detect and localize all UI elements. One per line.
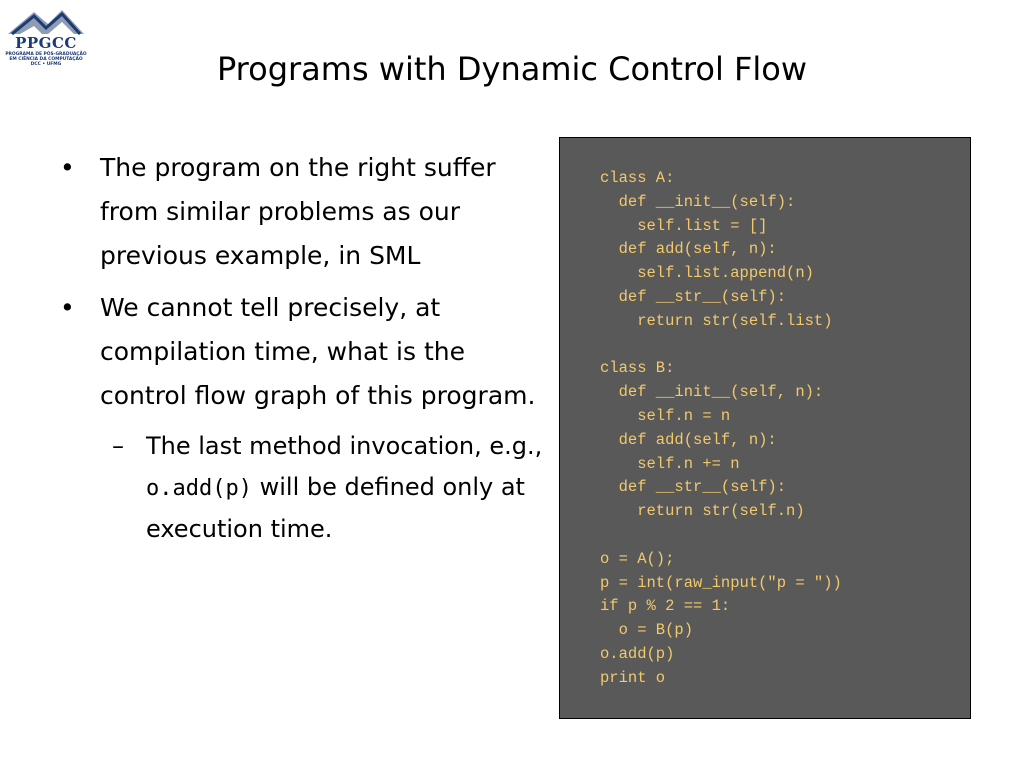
code-line: self.n += n bbox=[600, 454, 740, 473]
bullet-list bbox=[58, 146, 548, 550]
code-line: def add(self, n): bbox=[600, 430, 777, 449]
code-line: def add(self, n): bbox=[600, 240, 777, 259]
code-panel bbox=[559, 137, 971, 719]
code-line bbox=[600, 524, 842, 548]
code-line: o = B(p) bbox=[600, 621, 694, 640]
sub-bullet-item bbox=[58, 426, 548, 550]
code-line: class A: bbox=[600, 169, 675, 187]
code-line: o = A(); bbox=[600, 549, 675, 568]
logo-subtitle-line1: PROGRAMA DE PÓS-GRADUAÇÃO bbox=[5, 52, 87, 57]
code-line: class B: bbox=[600, 359, 675, 378]
sub-bullet-text-before: The last method invocation, e.g., bbox=[146, 432, 543, 460]
logo-roof-icon bbox=[4, 4, 88, 38]
logo-wordmark: PPGCC bbox=[15, 34, 77, 52]
code-line: self.list.append(n) bbox=[600, 264, 814, 283]
code-block bbox=[600, 167, 842, 691]
code-line: def __init__(self, n): bbox=[600, 383, 824, 402]
bullet-dot-icon: • bbox=[60, 293, 75, 322]
code-line: self.n = n bbox=[600, 406, 731, 425]
logo-subtitle-line3: DCC • UFMG bbox=[30, 62, 62, 67]
code-line: self.list = [] bbox=[600, 216, 768, 235]
sub-bullet-text-after: will be defined only at execution time. bbox=[146, 473, 525, 543]
bullet-item bbox=[58, 146, 548, 278]
inline-code: o.add(p) bbox=[146, 476, 252, 501]
code-line: if p % 2 == 1: bbox=[600, 597, 731, 616]
dash-icon: – bbox=[112, 432, 124, 460]
code-line: print o bbox=[600, 668, 666, 687]
slide-title: Programs with Dynamic Control Flow bbox=[216, 50, 808, 88]
bullet-text: The program on the right suffer from similar problems as our previous example, in SML bbox=[100, 153, 496, 270]
code-line: return str(self.n) bbox=[600, 502, 805, 521]
code-line: p = int(raw_input("p = ")) bbox=[600, 573, 842, 592]
code-line: def __init__(self): bbox=[600, 192, 796, 211]
logo-subtitle-line2: EM CIÊNCIA DA COMPUTAÇÃO bbox=[9, 57, 83, 62]
bullet-dot-icon: • bbox=[60, 153, 75, 182]
code-line: return str(self.list) bbox=[600, 311, 833, 330]
code-line: def __str__(self): bbox=[600, 287, 787, 306]
bullet-text: We cannot tell precisely, at compilation time, what is the control flow graph of this program. bbox=[100, 293, 536, 410]
code-line: def __str__(self): bbox=[600, 478, 787, 497]
bullet-item bbox=[58, 286, 548, 418]
code-line bbox=[600, 334, 842, 358]
code-line: o.add(p) bbox=[600, 644, 675, 663]
